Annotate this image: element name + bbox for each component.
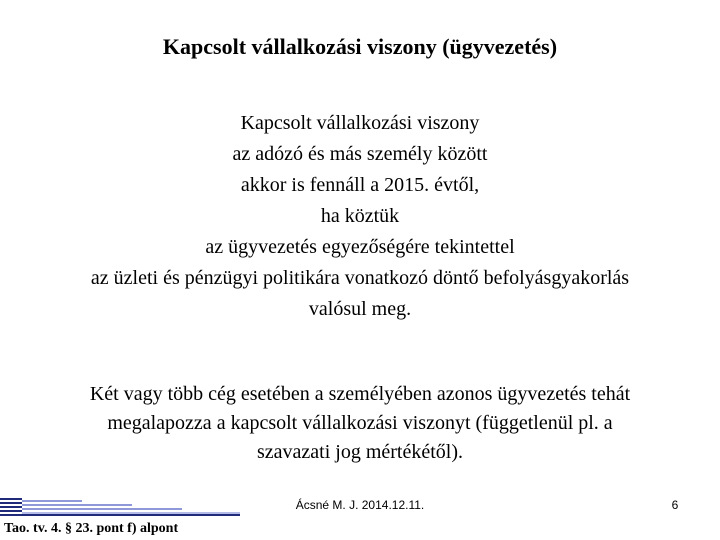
main-statement xyxy=(20,108,700,325)
slide-title: Kapcsolt vállalkozási viszony (ügyvezetés) xyxy=(162,34,558,59)
conclusion-line: megalapozza a kapcsolt vállalkozási viszonyt (függetlenül pl. a xyxy=(107,412,613,434)
footer-author-date: Ácsné M. J. 2014.12.11. xyxy=(295,498,425,512)
main-line: az üzleti és pénzügyi politikára vonatkozó döntő befolyásgyakorlás xyxy=(90,267,630,289)
main-line: akkor is fennáll a 2015. évtől, xyxy=(240,174,480,196)
main-line: Kapcsolt vállalkozási viszony xyxy=(240,112,480,134)
main-line: ha köztük xyxy=(320,205,400,227)
legal-source-note: Tao. tv. 4. § 23. pont f) alpont xyxy=(4,521,179,536)
conclusion-line: Két vagy több cég esetében a személyében azonos ügyvezetés tehát xyxy=(89,383,631,405)
main-line: az ügyvezetés egyezőségére tekintettel xyxy=(205,236,515,258)
decor-stripe xyxy=(0,514,240,516)
conclusion-paragraph xyxy=(30,380,690,467)
page-number: 6 xyxy=(671,498,679,512)
main-line: az adózó és más személy között xyxy=(232,143,488,165)
conclusion-line: szavazati jog mértékétől). xyxy=(256,441,463,463)
main-line: valósul meg. xyxy=(308,298,412,320)
